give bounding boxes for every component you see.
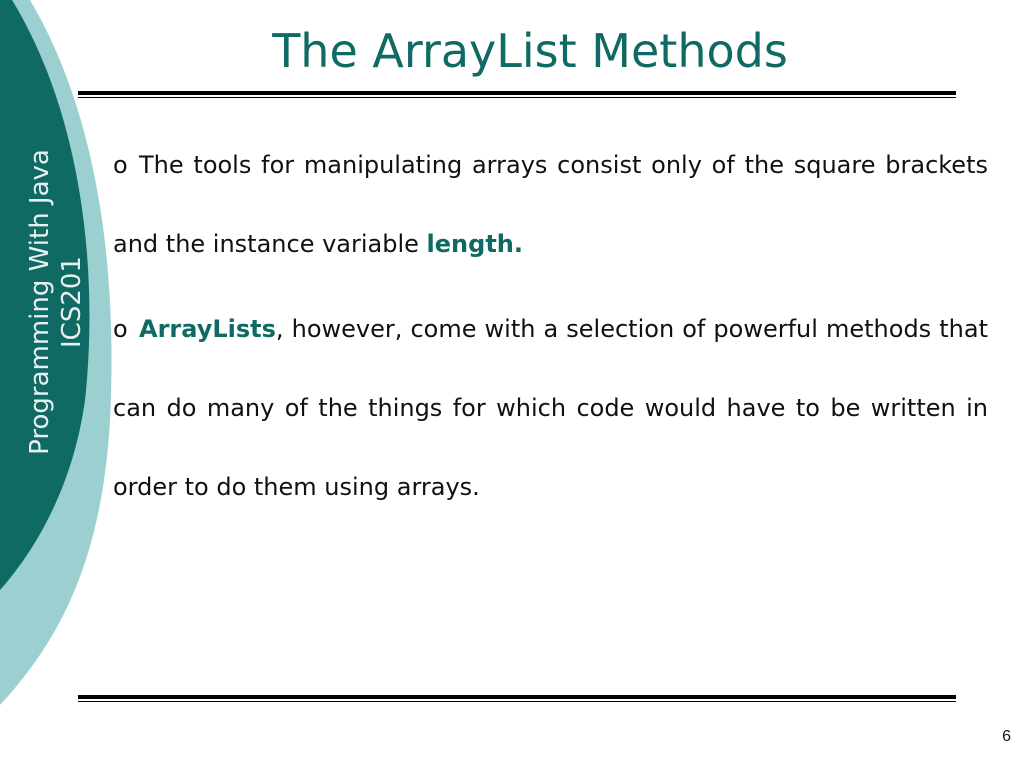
sidebar-course-title: Programming With Java [25, 149, 55, 455]
bullet-text-after: , however, come with a selection of powerful methods that can do many of the things for which code would have to be written in order to do them using arrays. [113, 315, 988, 501]
slide-title: The ArrayList Methods [272, 24, 788, 78]
bullet-marker: o [113, 151, 128, 179]
bullet-item [113, 126, 988, 284]
page-number: 6 [1002, 728, 1011, 745]
slide-content [113, 126, 988, 533]
keyword-arraylists: ArrayLists [139, 315, 276, 343]
bottom-rule [78, 695, 956, 702]
bullet-marker: o [113, 315, 128, 343]
bullet-item [113, 290, 988, 527]
top-rule [78, 91, 956, 98]
sidebar-course-code: ICS201 [57, 256, 87, 348]
keyword-length: length. [426, 230, 523, 258]
bullet-text: The tools for manipulating arrays consist only of the square brackets and the instance variable [113, 151, 988, 258]
